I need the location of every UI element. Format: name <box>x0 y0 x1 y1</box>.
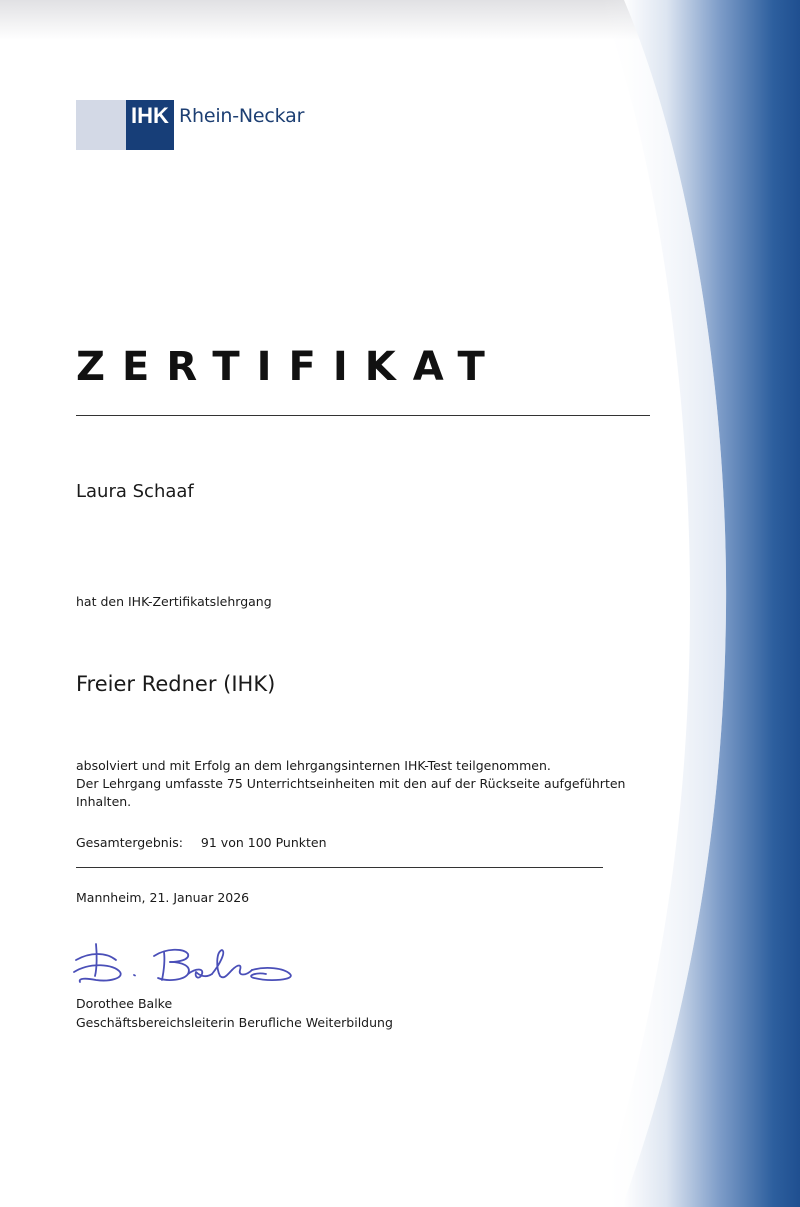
ihk-logo <box>76 100 304 150</box>
body-line: Inhalten. <box>76 794 132 809</box>
recipient-name: Laura Schaaf <box>76 481 194 502</box>
signer-role: Geschäftsbereichsleiterin Berufliche Weiterbildung <box>76 1015 393 1030</box>
logo-light-block <box>76 100 126 150</box>
result-value: 91 von 100 Punkten <box>200 835 327 850</box>
title-divider <box>76 415 650 416</box>
course-name: Freier Redner (IHK) <box>76 672 276 696</box>
signer-name: Dorothee Balke <box>76 996 173 1011</box>
logo-brand-block <box>126 100 174 150</box>
body-line: Der Lehrgang umfasste 75 Unterrichtseinheiten mit den auf der Rückseite aufgeführten <box>76 776 626 791</box>
certificate-title: ZERTIFIKAT <box>76 344 502 390</box>
body-line: absolviert und mit Erfolg an dem lehrgangsinternen IHK-Test teilgenommen. <box>76 758 551 773</box>
result-divider <box>76 867 603 868</box>
logo-region-text: Rhein-Neckar <box>179 105 305 127</box>
total-result <box>76 835 327 850</box>
intro-text: hat den IHK-Zertifikatslehrgang <box>76 594 272 609</box>
certificate-body <box>76 757 656 811</box>
result-label: Gesamtergebnis: <box>76 835 183 850</box>
logo-brand-text: IHK <box>131 103 169 128</box>
place-date: Mannheim, 21. Januar 2026 <box>76 890 250 905</box>
handwritten-signature <box>70 938 320 998</box>
